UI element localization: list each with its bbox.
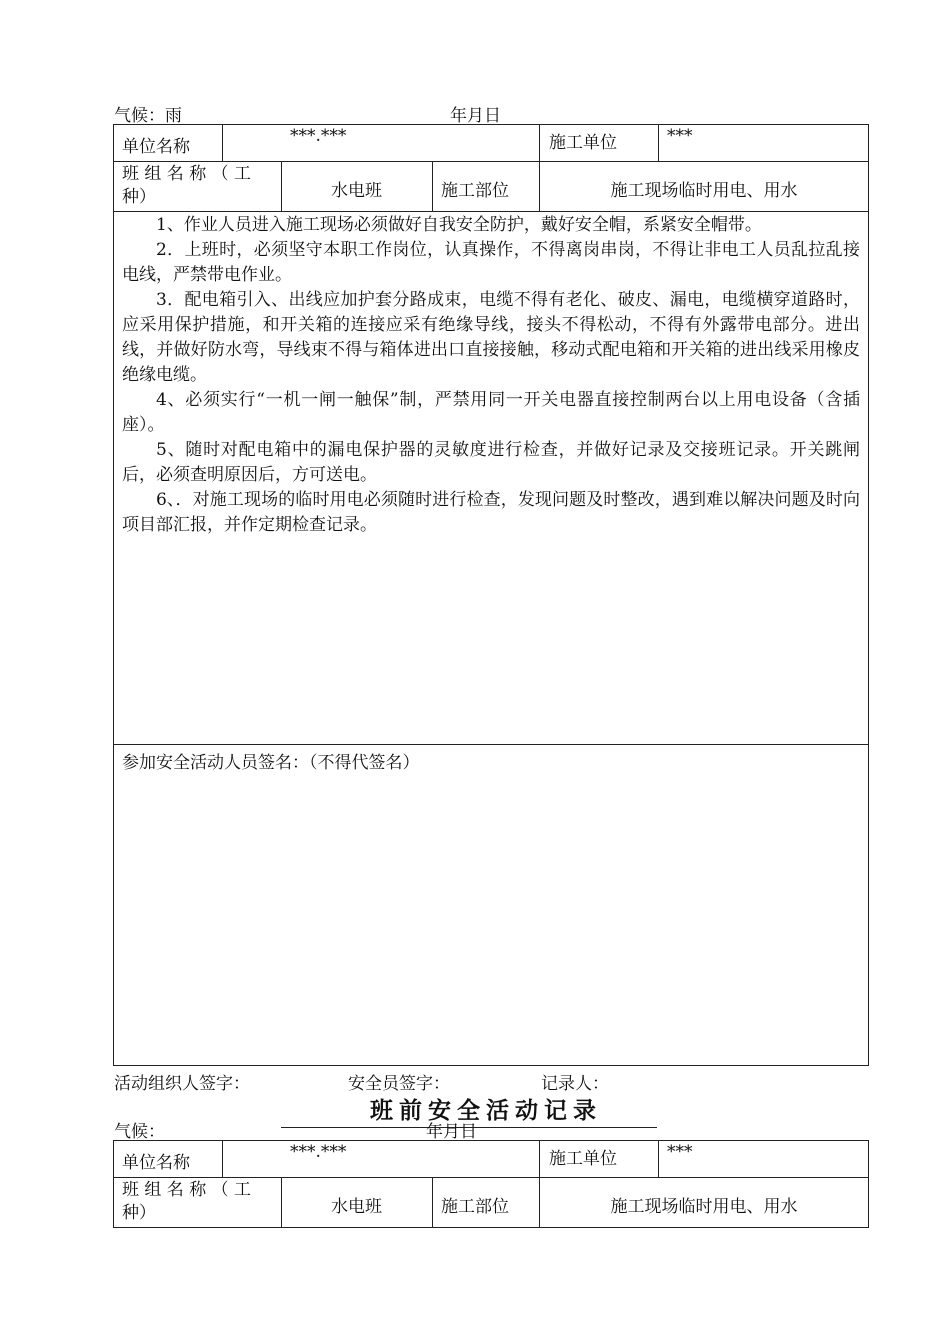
construction-unit-label-2: 施工单位 [549,1149,617,1169]
team-name-label-line2: 种） [122,187,156,207]
safety-item-4: 4、必须实行“一机一闸一触保”制，严禁用同一开关电器直接控制两台以上用电设备（含插座）。 [122,390,860,435]
construction-unit-value-2: *** [667,1142,693,1162]
construction-unit-label: 施工单位 [549,133,617,153]
weather-label-2: 气候： [114,1122,165,1142]
safety-content [122,213,860,538]
team-name-label-2-line2: 种） [122,1203,156,1223]
safety-officer-sign-label: 安全员签字： [348,1074,450,1094]
team-name-label-line1: 班 组 名 称 （ 工 [122,164,252,184]
construction-part-value-2: 施工现场临时用电、用水 [610,1197,798,1217]
construction-unit-value: *** [667,126,693,146]
safety-item-2: 2．上班时，必须坚守本职工作岗位，认真操作，不得离岗串岗，不得让非电工人员乱拉乱接电线，严禁带电作业。 [122,240,860,285]
unit-name-value: ***.*** [290,126,347,146]
organizer-sign-label: 活动组织人签字： [114,1074,250,1094]
unit-name-label: 单位名称 [122,137,190,157]
date-label-2: 年月日 [426,1122,477,1142]
safety-item-3: 3．配电箱引入、出线应加护套分路成束，电缆不得有老化、破皮、漏电，电缆横穿道路时，应采用保护措施，和开关箱的连接应采有绝缘导线，接头不得松动，不得有外露带电部分。进出线，并做好防水弯，导线束不得与箱体进出口直接接触，移动式配电箱和开关箱的进出线采用橡皮绝缘电缆。 [122,290,860,385]
safety-item-6: 6、．对施工现场的临时用电必须随时进行检查，发现问题及时整改，遇到难以解决问题及时向项目部汇报，并作定期检查记录。 [122,490,860,535]
team-value: 水电班 [331,181,382,201]
construction-part-value: 施工现场临时用电、用水 [610,181,798,201]
unit-name-value-2: ***.*** [290,1142,347,1162]
weather-label: 气候：雨 [114,106,182,126]
date-label: 年月日 [450,106,501,126]
unit-name-label-2: 单位名称 [122,1153,190,1173]
safety-item-5: 5、随时对配电箱中的漏电保护器的灵敏度进行检查，并做好记录及交接班记录。开关跳闸后，必须查明原因后，方可送电。 [122,440,860,485]
team-name-label [122,163,251,209]
page-title: 班前安全活动记录 [370,1097,602,1124]
signature-label: 参加安全活动人员签名：（不得代签名） [122,753,420,773]
construction-part-label-2: 施工部位 [441,1197,509,1217]
safety-item-1: 1、作业人员进入施工现场必须做好自我安全防护，戴好安全帽，系紧安全帽带。 [156,215,762,235]
team-name-label-2-line1: 班 组 名 称 （ 工 [122,1180,252,1200]
recorder-label: 记录人： [541,1074,609,1094]
team-name-label-2 [122,1179,251,1225]
team-value-2: 水电班 [331,1197,382,1217]
construction-part-label: 施工部位 [441,181,509,201]
